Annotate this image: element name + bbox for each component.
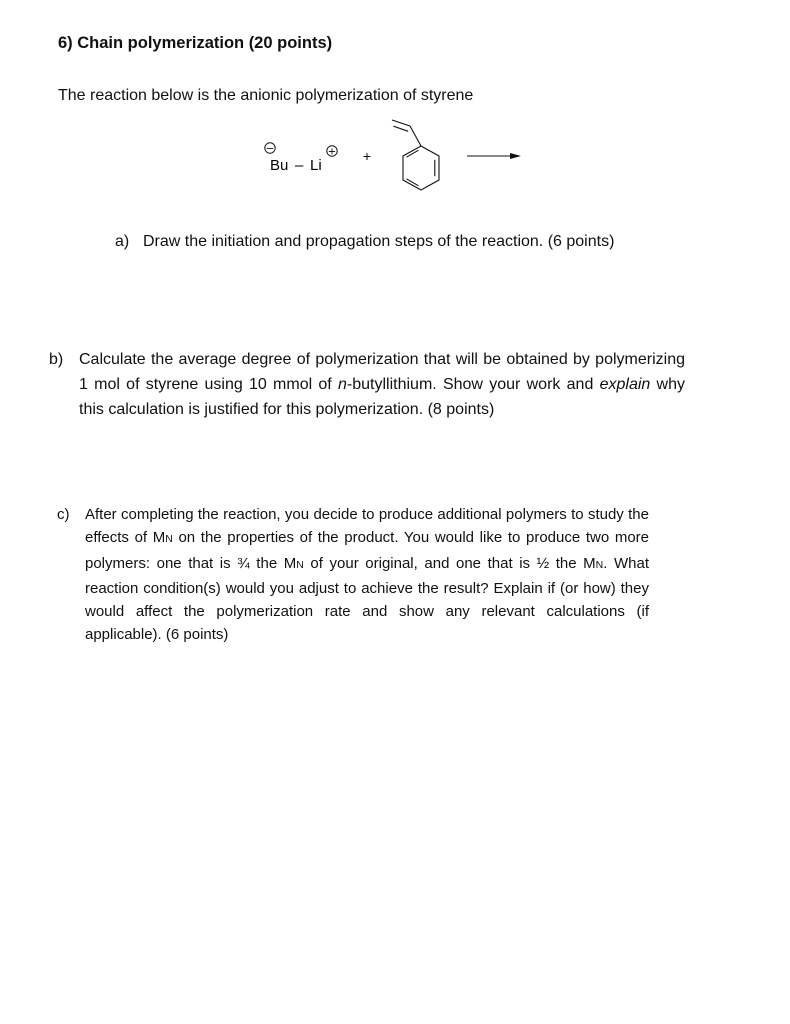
question-c [57, 503, 649, 647]
question-b-text-part3: why this calculation is justified for this polymerization. (8 points) [79, 376, 685, 418]
question-title: 6) Chain polymerization (20 points) [58, 34, 333, 52]
question-a-text: Draw the initiation and propagation steps of the reaction. (6 points) [143, 233, 615, 250]
butyllithium-reagent [265, 143, 337, 174]
mn-subscript: N [595, 558, 604, 571]
question-c-text-part4: . What reaction condition(s) would you adjust to achieve the result? Explain if (or how) they would affect the polymerization rate and show any relevant calculations (if applicable). (6 points) [85, 554, 649, 644]
anion-charge: − [265, 143, 275, 155]
question-b-text-part1: Calculate the average degree of polymerization that will be obtained by polymerizing 1 mol of styrene using 10 mmol of [79, 351, 685, 393]
bond-dash: – [295, 157, 304, 174]
question-b-text [79, 347, 685, 422]
question-a-label: a) [115, 233, 130, 250]
question-c-text-part3: of your original, and one that is ½ the M [303, 554, 596, 572]
styrene-structure [392, 120, 439, 190]
question-b [49, 347, 685, 422]
question-b-italic-explain: explain [599, 376, 651, 393]
li-label: Li [310, 157, 322, 174]
bu-label: Bu [270, 157, 289, 174]
question-a [115, 233, 614, 251]
mn-subscript: N [165, 533, 173, 546]
question-b-text-part2: -butyllithium. Show your work and [346, 376, 600, 393]
question-b-italic-n: n [338, 376, 347, 393]
question-c-text-part1: After completing the reaction, you decide to produce additional polymers to study the effects of M [85, 506, 649, 547]
mn-subscript: N [296, 558, 304, 571]
plus-sign: + [362, 148, 372, 164]
question-b-label: b) [49, 351, 64, 368]
cation-charge: + [327, 146, 337, 158]
question-c-text-part2: on the properties of the product. You would like to produce two more polymers: one that is ¾ the M [85, 529, 649, 572]
intro-text: The reaction below is the anionic polymerization of styrene [58, 87, 474, 104]
question-c-label: c) [57, 506, 70, 523]
reaction-scheme [255, 108, 535, 203]
question-c-text [85, 503, 649, 647]
reaction-arrow [467, 153, 521, 159]
